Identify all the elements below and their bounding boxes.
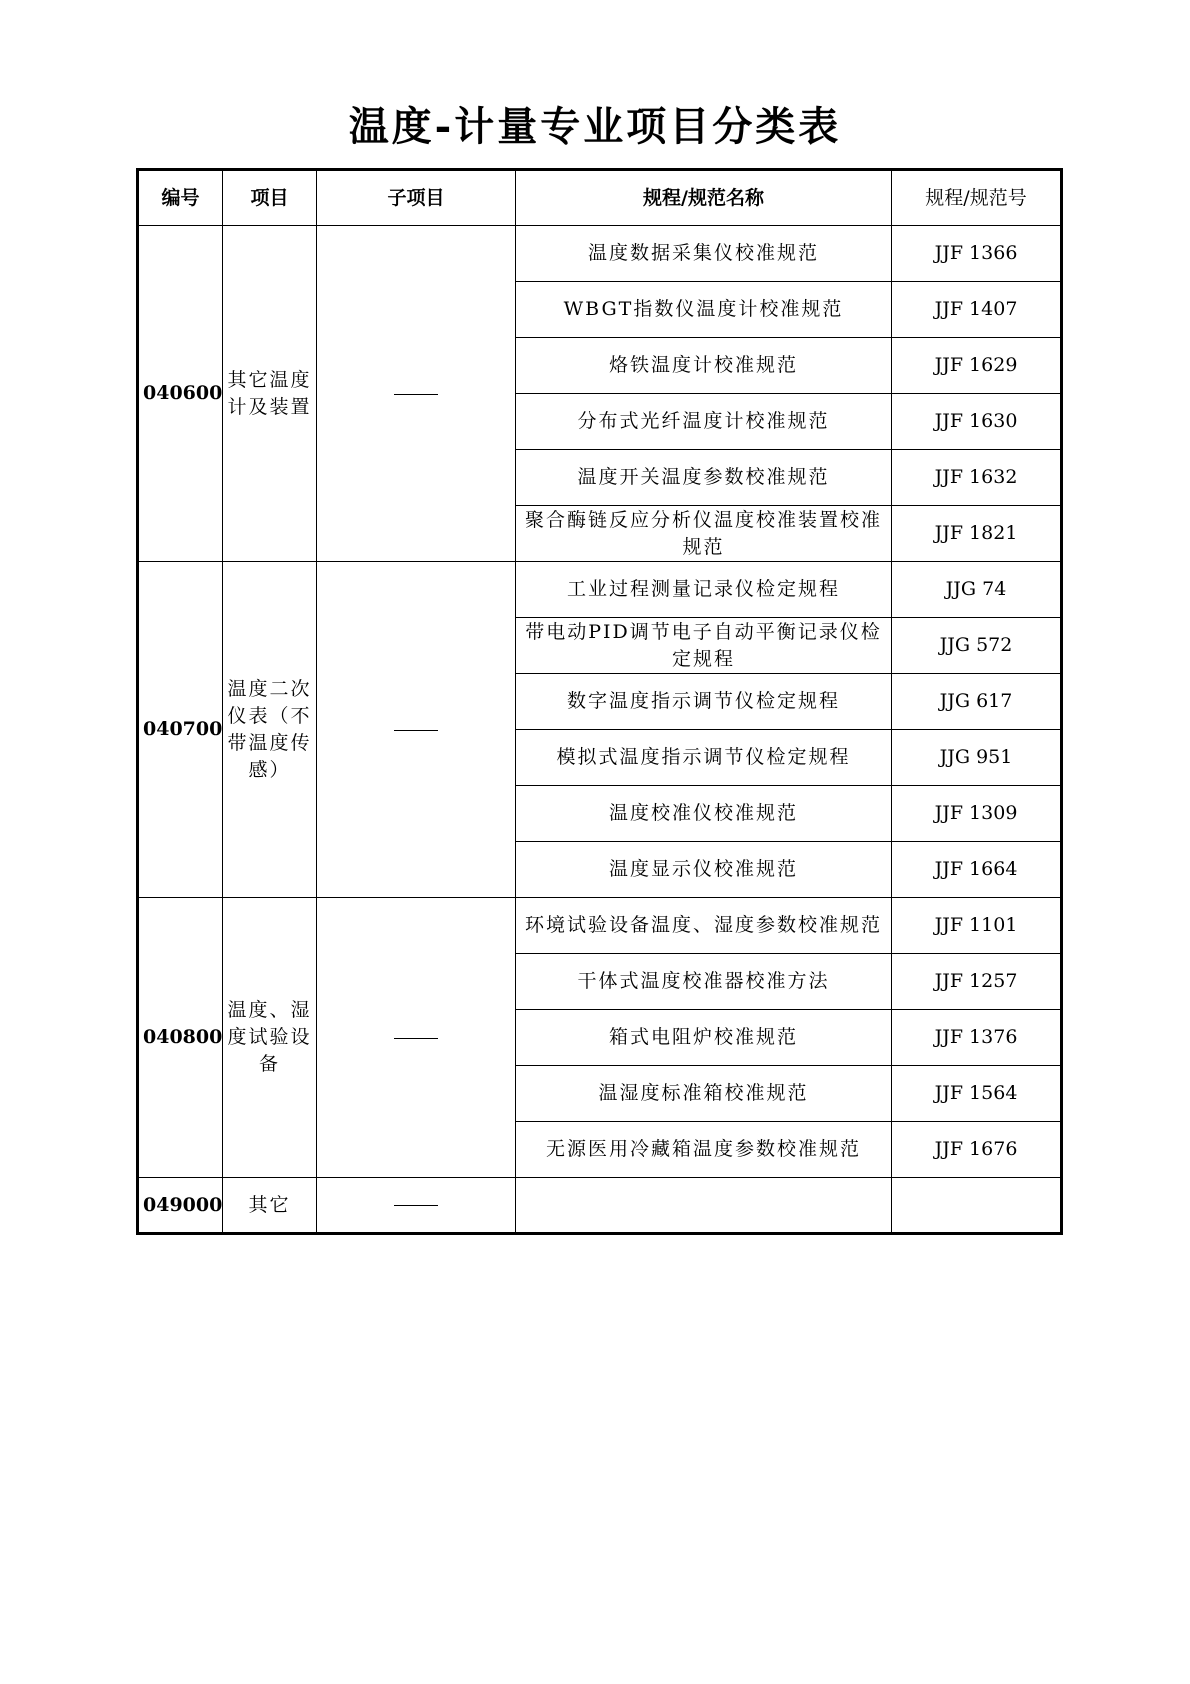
dash-mark xyxy=(394,730,438,731)
table-row xyxy=(138,562,1062,618)
spec-name: 无源医用冷藏箱温度参数校准规范 xyxy=(516,1122,892,1178)
spec-name: 带电动PID调节电子自动平衡记录仪检定规程 xyxy=(516,618,892,674)
spec-name: 温度开关温度参数校准规范 xyxy=(516,450,892,506)
group-subitem xyxy=(317,898,516,1178)
spec-name: 箱式电阻炉校准规范 xyxy=(516,1010,892,1066)
spec-name: 干体式温度校准器校准方法 xyxy=(516,954,892,1010)
spec-name: 数字温度指示调节仪检定规程 xyxy=(516,674,892,730)
spec-no: JJF 1664 xyxy=(892,842,1062,898)
spec-name: 分布式光纤温度计校准规范 xyxy=(516,394,892,450)
dash-mark xyxy=(394,1038,438,1039)
classification-table xyxy=(136,168,1063,1235)
dash-mark xyxy=(394,394,438,395)
spec-no: JJF 1309 xyxy=(892,786,1062,842)
spec-name: 温度数据采集仪校准规范 xyxy=(516,226,892,282)
spec-no xyxy=(892,1178,1062,1234)
header-spec-no: 规程/规范号 xyxy=(892,170,1062,226)
spec-no: JJG 572 xyxy=(892,618,1062,674)
group-code: 040800 xyxy=(138,898,223,1178)
spec-name: 温度显示仪校准规范 xyxy=(516,842,892,898)
spec-name: 工业过程测量记录仪检定规程 xyxy=(516,562,892,618)
spec-no: JJF 1101 xyxy=(892,898,1062,954)
dash-mark xyxy=(394,1205,438,1206)
group-item: 其它温度计及装置 xyxy=(223,226,317,562)
spec-name: 烙铁温度计校准规范 xyxy=(516,338,892,394)
spec-no: JJF 1676 xyxy=(892,1122,1062,1178)
spec-no: JJG 951 xyxy=(892,730,1062,786)
spec-no: JJF 1407 xyxy=(892,282,1062,338)
group-subitem xyxy=(317,226,516,562)
spec-no: JJF 1630 xyxy=(892,394,1062,450)
spec-no: JJF 1632 xyxy=(892,450,1062,506)
spec-no: JJF 1257 xyxy=(892,954,1062,1010)
table-row xyxy=(138,898,1062,954)
group-code: 040600 xyxy=(138,226,223,562)
spec-no: JJF 1564 xyxy=(892,1066,1062,1122)
spec-no: JJG 74 xyxy=(892,562,1062,618)
group-item: 其它 xyxy=(223,1178,317,1234)
spec-no: JJF 1376 xyxy=(892,1010,1062,1066)
header-code: 编号 xyxy=(138,170,223,226)
header-spec-name: 规程/规范名称 xyxy=(516,170,892,226)
group-code: 049000 xyxy=(138,1178,223,1234)
spec-name: 聚合酶链反应分析仪温度校准装置校准规范 xyxy=(516,506,892,562)
spec-no: JJG 617 xyxy=(892,674,1062,730)
spec-name: WBGT指数仪温度计校准规范 xyxy=(516,282,892,338)
spec-name: 环境试验设备温度、湿度参数校准规范 xyxy=(516,898,892,954)
spec-no: JJF 1366 xyxy=(892,226,1062,282)
page-title: 温度-计量专业项目分类表 xyxy=(348,103,842,150)
spec-name: 温度校准仪校准规范 xyxy=(516,786,892,842)
group-subitem xyxy=(317,562,516,898)
spec-no: JJF 1821 xyxy=(892,506,1062,562)
table-header-row xyxy=(138,170,1062,226)
table-row xyxy=(138,1178,1062,1234)
header-subitem: 子项目 xyxy=(317,170,516,226)
group-item: 温度、湿度试验设备 xyxy=(223,898,317,1178)
spec-no: JJF 1629 xyxy=(892,338,1062,394)
table-row xyxy=(138,226,1062,282)
group-item: 温度二次仪表（不带温度传感） xyxy=(223,562,317,898)
spec-name xyxy=(516,1178,892,1234)
group-subitem xyxy=(317,1178,516,1234)
group-code: 040700 xyxy=(138,562,223,898)
spec-name: 温湿度标准箱校准规范 xyxy=(516,1066,892,1122)
header-item: 项目 xyxy=(223,170,317,226)
spec-name: 模拟式温度指示调节仪检定规程 xyxy=(516,730,892,786)
